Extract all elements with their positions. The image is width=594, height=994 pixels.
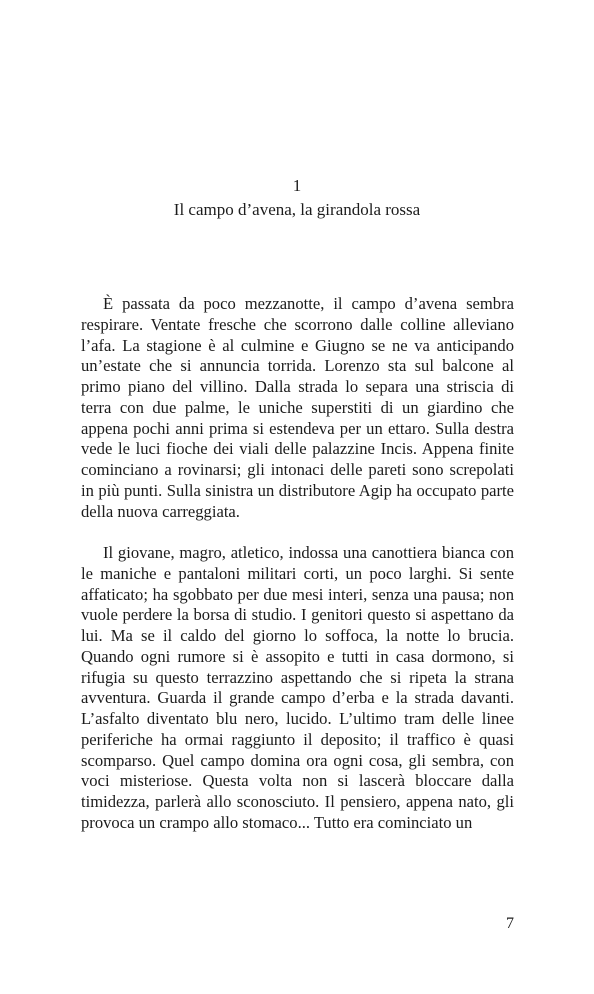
chapter-number: 1: [292, 176, 302, 195]
paragraph-2: Il giovane, magro, atletico, indossa una canottiera bianca con le maniche e pantaloni militari corti, un poco larghi. Si sente affaticato; ha sgobbato per due mesi interi, senza una pausa; non vuole perdere la borsa di studio. I genitori questo si aspettano da lui. Ma se il caldo del giorno lo soffoca, la notte lo brucia. Quando ogni rumore si è assopito e tutti in casa dormono, si rifugia su questo terrazzino aspettando che si ripeta la strana avventura. Guarda il grande campo d’erba e la strada davanti. L’asfalto diventato blu nero, lucido. L’ultimo tram delle linee periferiche ha ormai raggiunto il deposito; il traffico è quasi scomparso. Quel campo domina ora ogni cosa, gli sembra, con voci misteriose. Questa volta non si lascerà bloccare dalla timidezza, parlerà allo sconosciuto. Il pensiero, appena nato, gli provoca un crampo allo stomaco... Tutto era cominciato un: [81, 543, 514, 832]
paragraph-1: È passata da poco mezzanotte, il campo d’avena sembra respirare. Ventate fresche che scorrono dalle colline alleviano l’afa. La stagione è al culmine e Giugno se ne va anticipando un’estate che si annuncia torrida. Lorenzo sta sul balcone al primo piano del villino. Dalla strada lo separa una striscia di terra con due palme, le uniche superstiti di un giardino che appena pochi anni prima si estendeva per un ettaro. Sulla destra vede le luci fioche dei viali delle palazzine Incis. Appena finite cominciano a rovinarsi; gli intonaci delle pareti sono screpolati in più punti. Sulla sinistra un distributore Agip ha occupato parte della nuova carreggiata.: [81, 294, 514, 521]
chapter-body: [81, 294, 514, 834]
chapter-title: Il campo d’avena, la girandola rossa: [173, 200, 421, 219]
page-number: 7: [506, 915, 514, 932]
